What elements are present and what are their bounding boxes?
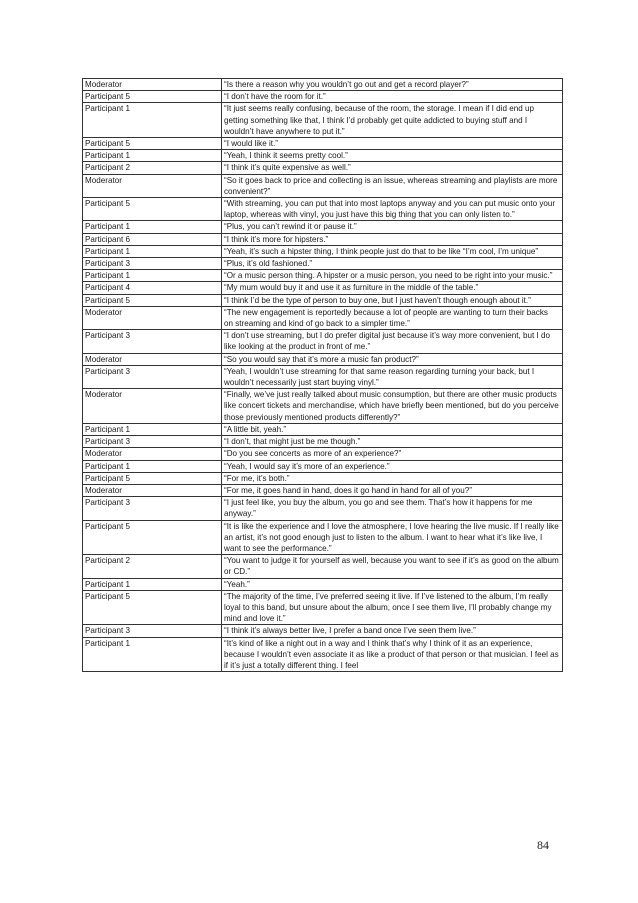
table-row — [83, 460, 563, 472]
table-row — [83, 162, 563, 174]
speaker-cell: Moderator — [83, 353, 222, 365]
utterance-cell: “I don’t, that might just be me though.” — [222, 436, 563, 448]
utterance-cell: “Yeah, it’s such a hipster thing, I think people just do that to be like “I’m cool, I’m unique” — [222, 245, 563, 257]
utterance-cell: “A little bit, yeah.” — [222, 423, 563, 435]
speaker-cell: Participant 2 — [83, 162, 222, 174]
speaker-cell: Moderator — [83, 174, 222, 197]
table-row — [83, 150, 563, 162]
table-row — [83, 389, 563, 424]
speaker-cell: Participant 5 — [83, 294, 222, 306]
table-row — [83, 365, 563, 388]
table-row — [83, 198, 563, 221]
table-row — [83, 79, 563, 91]
speaker-cell: Participant 3 — [83, 436, 222, 448]
speaker-cell: Participant 3 — [83, 625, 222, 637]
utterance-cell: “Finally, we’ve just really talked about music consumption, but there are other music products like concert tickets and merchandise, which have briefly been mentioned, but do you perceive those previously mentioned products differently?” — [222, 389, 563, 424]
speaker-cell: Participant 3 — [83, 330, 222, 353]
speaker-cell: Participant 1 — [83, 270, 222, 282]
utterance-cell: “So it goes back to price and collecting is an issue, whereas streaming and playlists are more convenient?” — [222, 174, 563, 197]
speaker-cell: Moderator — [83, 79, 222, 91]
speaker-cell: Participant 1 — [83, 637, 222, 672]
page-number: 84 — [537, 838, 549, 852]
speaker-cell: Participant 5 — [83, 472, 222, 484]
utterance-cell: “So you would say that it’s more a music fan product?” — [222, 353, 563, 365]
table-row — [83, 637, 563, 672]
table-row — [83, 436, 563, 448]
table-row — [83, 423, 563, 435]
utterance-cell: “I think I’d be the type of person to buy one, but I just haven’t though enough about it.” — [222, 294, 563, 306]
table-row — [83, 233, 563, 245]
utterance-cell: “The majority of the time, I’ve preferred seeing it live. If I’ve listened to the album, I’m really loyal to this band, but unsure about the album, once I see them live, I’ll probably change my mind and love it.” — [222, 590, 563, 625]
table-row — [83, 258, 563, 270]
utterance-cell: “I think it’s more for hipsters.” — [222, 233, 563, 245]
utterance-cell: “It just seems really confusing, because of the room, the storage. I mean if I did end up getting something like that, I think I’d probably get quite addicted to buying stuff and I wouldn’t have anywhere to put it.” — [222, 103, 563, 138]
table-row — [83, 306, 563, 329]
utterance-cell: “For me, it’s both.” — [222, 472, 563, 484]
table-row — [83, 484, 563, 496]
table-row — [83, 497, 563, 520]
utterance-cell: “Or a music person thing. A hipster or a music person, you need to be right into your music.” — [222, 270, 563, 282]
transcript-table — [82, 78, 563, 672]
table-row — [83, 294, 563, 306]
table-row — [83, 270, 563, 282]
speaker-cell: Moderator — [83, 484, 222, 496]
table-row — [83, 221, 563, 233]
speaker-cell: Participant 1 — [83, 245, 222, 257]
speaker-cell: Participant 4 — [83, 282, 222, 294]
speaker-cell: Moderator — [83, 448, 222, 460]
table-row — [83, 282, 563, 294]
speaker-cell: Participant 5 — [83, 590, 222, 625]
speaker-cell: Participant 6 — [83, 233, 222, 245]
utterance-cell: “Plus, it’s old fashioned.” — [222, 258, 563, 270]
utterance-cell: “I don’t use streaming, but I do prefer digital just because it’s way more convenient, but I do like looking at the product in front of me.” — [222, 330, 563, 353]
speaker-cell: Participant 1 — [83, 221, 222, 233]
table-row — [83, 590, 563, 625]
utterance-cell: “Yeah, I wouldn’t use streaming for that same reason regarding turning your back, but I wouldn’t necessarily just start buying vinyl.” — [222, 365, 563, 388]
speaker-cell: Participant 2 — [83, 555, 222, 578]
table-row — [83, 245, 563, 257]
table-row — [83, 555, 563, 578]
utterance-cell: “For me, it goes hand in hand, does it go hand in hand for all of you?” — [222, 484, 563, 496]
table-row — [83, 91, 563, 103]
utterance-cell: “The new engagement is reportedly because a lot of people are wanting to turn their backs on streaming and kind of go back to a simpler time.” — [222, 306, 563, 329]
speaker-cell: Participant 3 — [83, 497, 222, 520]
table-row — [83, 448, 563, 460]
speaker-cell: Participant 1 — [83, 460, 222, 472]
speaker-cell: Participant 1 — [83, 103, 222, 138]
utterance-cell: “With streaming, you can put that into most laptops anyway and you can put music onto your laptop, whereas with vinyl, you just have this big thing that you can only listen to.” — [222, 198, 563, 221]
speaker-cell: Participant 5 — [83, 198, 222, 221]
transcript-body — [83, 79, 563, 672]
utterance-cell: “My mum would buy it and use it as furniture in the middle of the table.” — [222, 282, 563, 294]
table-row — [83, 174, 563, 197]
speaker-cell: Participant 1 — [83, 150, 222, 162]
utterance-cell: “You want to judge it for yourself as well, because you want to see if it’s as good on the album or CD.” — [222, 555, 563, 578]
table-row — [83, 330, 563, 353]
speaker-cell: Participant 5 — [83, 91, 222, 103]
speaker-cell: Moderator — [83, 306, 222, 329]
speaker-cell: Participant 5 — [83, 520, 222, 555]
utterance-cell: “Yeah, I think it seems pretty cool.” — [222, 150, 563, 162]
table-row — [83, 472, 563, 484]
table-row — [83, 625, 563, 637]
table-row — [83, 353, 563, 365]
utterance-cell: “Plus, you can’t rewind it or pause it.” — [222, 221, 563, 233]
speaker-cell: Participant 3 — [83, 365, 222, 388]
table-row — [83, 103, 563, 138]
utterance-cell: “Do you see concerts as more of an experience?” — [222, 448, 563, 460]
utterance-cell: “I think it’s quite expensive as well.” — [222, 162, 563, 174]
speaker-cell: Participant 3 — [83, 258, 222, 270]
speaker-cell: Moderator — [83, 389, 222, 424]
table-row — [83, 138, 563, 150]
utterance-cell: “I would like it.” — [222, 138, 563, 150]
utterance-cell: “Yeah.” — [222, 578, 563, 590]
speaker-cell: Participant 1 — [83, 578, 222, 590]
utterance-cell: “Is there a reason why you wouldn’t go out and get a record player?” — [222, 79, 563, 91]
speaker-cell: Participant 1 — [83, 423, 222, 435]
table-row — [83, 578, 563, 590]
utterance-cell: “It’s kind of like a night out in a way and I think that’s why I think of it as an experience, because I wouldn’t even associate it as like a product of that person or that musician. I feel as if it’s just a totally different thing. I feel — [222, 637, 563, 672]
speaker-cell: Participant 5 — [83, 138, 222, 150]
utterance-cell: “It is like the experience and I love the atmosphere, I love hearing the live music. If I really like an artist, it’s not good enough just to listen to the album. I want to hear what it’s like live, I want to see the performance.” — [222, 520, 563, 555]
utterance-cell: “I just feel like, you buy the album, you go and see them. That’s how it happens for me anyway.” — [222, 497, 563, 520]
table-row — [83, 520, 563, 555]
utterance-cell: “Yeah, I would say it’s more of an experience.” — [222, 460, 563, 472]
utterance-cell: “I don’t have the room for it.” — [222, 91, 563, 103]
utterance-cell: “I think it’s always better live, I prefer a band once I’ve seen them live.” — [222, 625, 563, 637]
